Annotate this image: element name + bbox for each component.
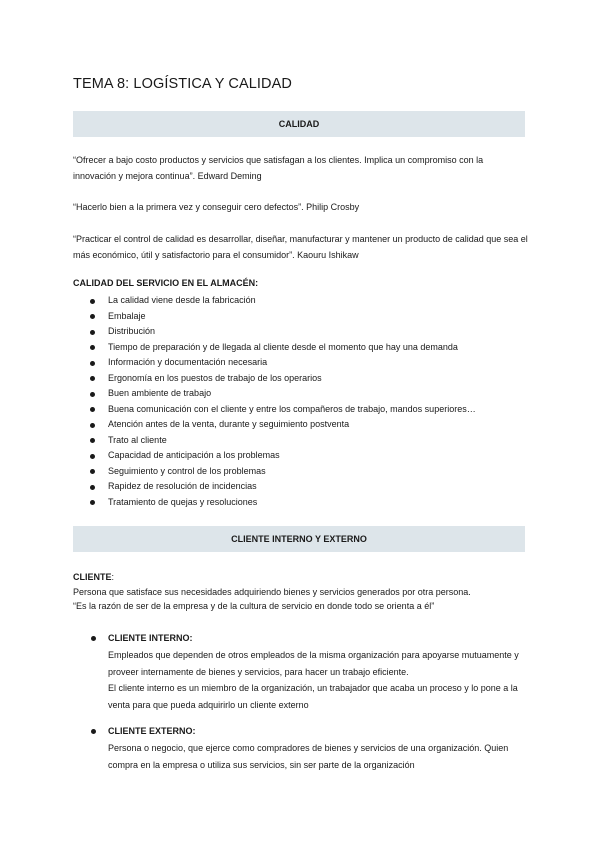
quote-deming: “Ofrecer a bajo costo productos y servicios que satisfagan a los clientes. Implica un compromiso con la innovación y mejora continua”. Edward Deming <box>73 155 484 181</box>
cliente-label-line <box>73 570 533 585</box>
section-header-calidad: CALIDAD <box>73 111 525 137</box>
bullet-icon <box>90 469 95 474</box>
cliente-interno-heading: CLIENTE INTERNO: <box>90 631 530 645</box>
cliente-interno-text-1: Empleados que dependen de otros empleados de la misma organización para apoyarse mutuamente y proveer internamente de bienes y servicios, para hacer un trabajo eficiente. <box>108 650 519 677</box>
cliente-externo-block <box>90 724 530 773</box>
list-item: Embalaje <box>88 309 476 325</box>
bullet-icon <box>91 729 96 734</box>
list-item: Buena comunicación con el cliente y entre los compañeros de trabajo, mandos superiores… <box>88 402 476 418</box>
page-title: TEMA 8: LOGÍSTICA Y CALIDAD <box>73 76 292 92</box>
list-item: Información y documentación necesaria <box>88 355 476 371</box>
list-item: Seguimiento y control de los problemas <box>88 464 476 480</box>
list-item: Buen ambiente de trabajo <box>88 386 476 402</box>
bullet-icon <box>90 345 95 350</box>
list-item: Distribución <box>88 324 476 340</box>
bullet-icon <box>90 299 95 304</box>
subheading-calidad-servicio: CALIDAD DEL SERVICIO EN EL ALMACÉN: <box>73 278 259 288</box>
quote-crosby: “Hacerlo bien a la primera vez y conseguir cero defectos”. Philip Crosby <box>73 202 360 212</box>
list-item: Trato al cliente <box>88 433 476 449</box>
cliente-externo-body: Persona o negocio, que ejerce como compradores de bienes y servicios de una organización. Quien compra en la empresa o utiliza sus servicios, sin ser parte de la organización <box>108 743 509 770</box>
cliente-interno-block <box>90 631 530 713</box>
list-item: Ergonomía en los puestos de trabajo de los operarios <box>88 371 476 387</box>
section-header-cliente: CLIENTE INTERNO Y EXTERNO <box>73 526 525 552</box>
bullet-icon <box>90 485 95 490</box>
bullet-icon <box>90 392 95 397</box>
bullet-icon <box>90 407 95 412</box>
list-item: Atención antes de la venta, durante y seguimiento postventa <box>88 417 476 433</box>
list-item: La calidad viene desde la fabricación <box>88 293 476 309</box>
bullet-icon <box>90 500 95 505</box>
cliente-colon: : <box>111 572 115 582</box>
cliente-interno-text-2: El cliente interno es un miembro de la organización, un trabajador que acaba un proceso y lo pone a la venta para que pueda adquirirlo un cliente externo <box>108 683 518 710</box>
cliente-definition <box>73 570 533 614</box>
list-item: Capacidad de anticipación a los problemas <box>88 448 476 464</box>
bullet-icon <box>90 423 95 428</box>
bullet-icon <box>90 454 95 459</box>
list-item: Tiempo de preparación y de llegada al cliente desde el momento que hay una demanda <box>88 340 476 356</box>
bullet-icon <box>91 636 96 641</box>
calidad-servicio-list <box>88 293 476 510</box>
bullet-icon <box>90 376 95 381</box>
cliente-interno-body <box>90 647 530 713</box>
bullet-icon <box>90 314 95 319</box>
cliente-def: Persona que satisface sus necesidades adquiriendo bienes y servicios generados por otra persona. <box>73 586 471 597</box>
cliente-quote: “Es la razón de ser de la empresa y de la cultura de servicio en donde todo se orienta a él” <box>73 601 435 611</box>
bullet-icon <box>90 330 95 335</box>
list-item: Tratamiento de quejas y resoluciones <box>88 495 476 511</box>
list-item: Rapidez de resolución de incidencias <box>88 479 476 495</box>
quote-ishikawa: “Practicar el control de calidad es desarrollar, diseñar, manufacturar y mantener un producto de calidad que sea el más económico, útil y satisfactorio para el consumidor”. Kaouru Ishikaw <box>73 234 528 260</box>
bullet-icon <box>90 361 95 366</box>
bullet-icon <box>90 438 95 443</box>
cliente-label: CLIENTE <box>73 572 112 582</box>
cliente-externo-heading: CLIENTE EXTERNO: <box>90 724 530 738</box>
